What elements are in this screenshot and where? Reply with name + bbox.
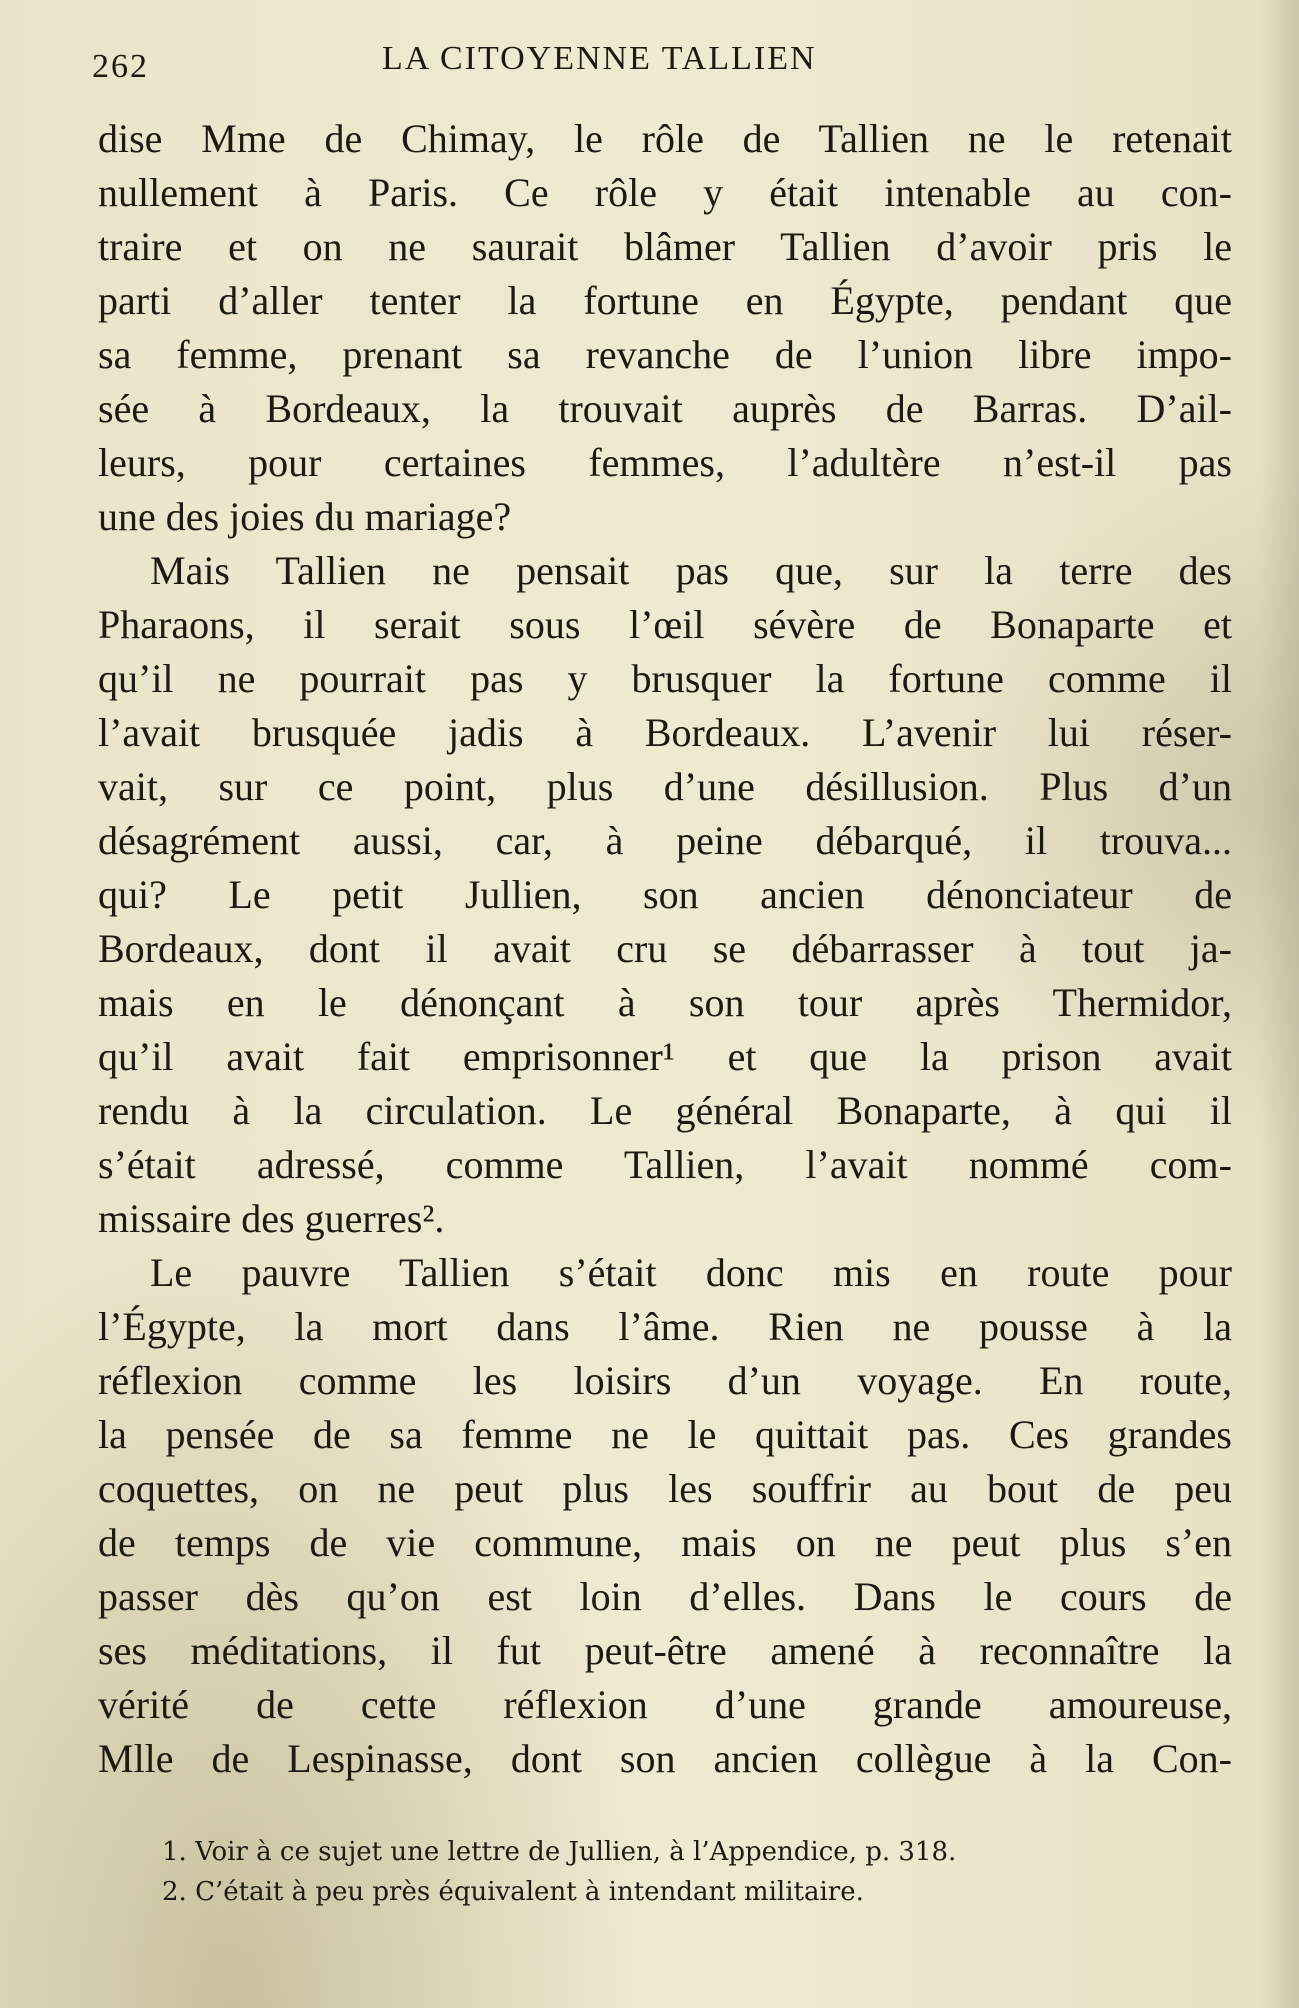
text-line: Mais Tallien ne pensait pas que, sur la terre des xyxy=(150,548,1232,593)
footnote: 2. C’était à peu près équivalent à intendant militaire. xyxy=(162,1877,864,1907)
text-line: l’Égypte, la mort dans l’âme. Rien ne pousse à la xyxy=(98,1304,1232,1349)
text-line: désagrément aussi, car, à peine débarqué, il trouva... xyxy=(98,818,1232,863)
text-line: ses méditations, il fut peut-être amené à reconnaître la xyxy=(98,1628,1232,1673)
text-line: vérité de cette réflexion d’une grande amoureuse, xyxy=(98,1682,1232,1727)
text-line: Bordeaux, dont il avait cru se débarrasser à tout ja- xyxy=(98,926,1232,971)
text-line: qu’il avait fait emprisonner¹ et que la prison avait xyxy=(98,1034,1232,1079)
footnote: 1. Voir à ce sujet une lettre de Jullien, à l’Appendice, p. 318. xyxy=(162,1837,957,1867)
text-line: nullement à Paris. Ce rôle y était intenable au con- xyxy=(98,170,1232,215)
text-line: qui? Le petit Jullien, son ancien dénonciateur de xyxy=(98,872,1232,917)
text-line: dise Mme de Chimay, le rôle de Tallien ne le retenait xyxy=(98,116,1232,161)
text-line: qu’il ne pourrait pas y brusquer la fortune comme il xyxy=(98,656,1232,701)
text-line: Le pauvre Tallien s’était donc mis en route pour xyxy=(150,1250,1232,1295)
running-head xyxy=(92,40,1222,90)
text-line: Mlle de Lespinasse, dont son ancien collègue à la Con- xyxy=(98,1736,1232,1781)
page-edge-shadow xyxy=(1259,0,1299,2008)
text-line: Pharaons, il serait sous l’œil sévère de Bonaparte et xyxy=(98,602,1232,647)
text-line: la pensée de sa femme ne le quittait pas. Ces grandes xyxy=(98,1412,1232,1457)
text-line: traire et on ne saurait blâmer Tallien d’avoir pris le xyxy=(98,224,1232,269)
text-line: vait, sur ce point, plus d’une désillusion. Plus d’un xyxy=(98,764,1232,809)
text-line: s’était adressé, comme Tallien, l’avait nommé com- xyxy=(98,1142,1232,1187)
text-line: parti d’aller tenter la fortune en Égypte, pendant que xyxy=(98,278,1232,323)
text-line: de temps de vie commune, mais on ne peut plus s’en xyxy=(98,1520,1232,1565)
text-line: missaire des guerres². xyxy=(98,1196,445,1241)
text-line: leurs, pour certaines femmes, l’adultère n’est-il pas xyxy=(98,440,1232,485)
text-line: passer dès qu’on est loin d’elles. Dans le cours de xyxy=(98,1574,1232,1619)
text-line: l’avait brusquée jadis à Bordeaux. L’avenir lui réser- xyxy=(98,710,1232,755)
text-line: coquettes, on ne peut plus les souffrir au bout de peu xyxy=(98,1466,1232,1511)
text-line: sa femme, prenant sa revanche de l’union libre impo- xyxy=(98,332,1232,377)
footnotes xyxy=(162,1832,1242,1912)
text-line: une des joies du mariage? xyxy=(98,494,512,539)
text-line: réflexion comme les loisirs d’un voyage. En route, xyxy=(98,1358,1232,1403)
running-title: LA CITOYENNE TALLIEN xyxy=(382,40,817,77)
text-line: mais en le dénonçant à son tour après Thermidor, xyxy=(98,980,1232,1025)
text-line: sée à Bordeaux, la trouvait auprès de Barras. D’ail- xyxy=(98,386,1232,431)
body-text xyxy=(98,112,1232,1786)
page-number: 262 xyxy=(92,48,149,85)
text-line: rendu à la circulation. Le général Bonaparte, à qui il xyxy=(98,1088,1232,1133)
